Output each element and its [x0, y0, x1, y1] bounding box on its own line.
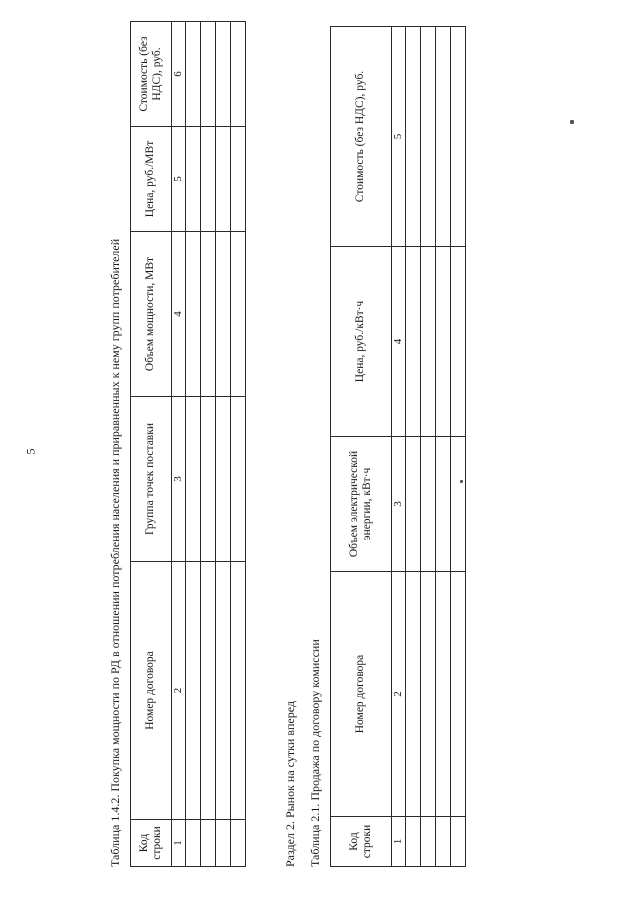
empty-cell [231, 127, 246, 232]
header-delivery-point-group: Группа точек поставки [131, 397, 172, 562]
header-row-code: Код строки [131, 820, 172, 867]
empty-cell [216, 820, 231, 867]
table-1-4-2-caption: Таблица 1.4.2. Покупка мощности по РД в отношении потребления населения и приравненных к нему групп потребителей [108, 238, 122, 867]
table-row [421, 27, 436, 867]
column-index: 4 [172, 232, 186, 397]
scan-mark [570, 120, 574, 124]
empty-cell [186, 820, 201, 867]
column-index-row [172, 22, 186, 867]
empty-cell [451, 437, 466, 572]
empty-cell [201, 232, 216, 397]
empty-cell [186, 232, 201, 397]
empty-cell [406, 27, 421, 247]
header-row-code: Код строки [331, 817, 392, 867]
empty-cell [421, 247, 436, 437]
section-2-title: Раздел 2. Рынок на сутки вперед [283, 700, 297, 867]
table-row [231, 22, 246, 867]
column-index: 3 [392, 437, 406, 572]
empty-cell [436, 247, 451, 437]
empty-cell [436, 572, 451, 817]
empty-cell [421, 572, 436, 817]
header-contract-number: Номер договора [131, 562, 172, 820]
empty-cell [216, 397, 231, 562]
table-row [216, 22, 231, 867]
empty-cell [201, 127, 216, 232]
table-row [186, 22, 201, 867]
empty-cell [216, 22, 231, 127]
page-number: 5 [23, 448, 38, 455]
empty-cell [186, 562, 201, 820]
column-index: 2 [392, 572, 406, 817]
empty-cell [231, 820, 246, 867]
empty-cell [186, 127, 201, 232]
empty-cell [201, 397, 216, 562]
empty-cell [421, 817, 436, 867]
header-energy-volume: Объем электрической энергии, кВт·ч [331, 437, 392, 572]
empty-cell [451, 572, 466, 817]
table-row [201, 22, 216, 867]
empty-cell [406, 817, 421, 867]
empty-cell [406, 572, 421, 817]
scan-mark [460, 480, 463, 483]
column-index: 6 [172, 22, 186, 127]
column-index: 3 [172, 397, 186, 562]
table-1-4-2 [130, 21, 246, 867]
column-index: 4 [392, 247, 406, 437]
empty-cell [231, 22, 246, 127]
header-cost: Стоимость (без НДС), руб. [131, 22, 172, 127]
empty-cell [201, 820, 216, 867]
empty-cell [231, 397, 246, 562]
empty-cell [231, 232, 246, 397]
empty-cell [436, 437, 451, 572]
table-row [406, 27, 421, 867]
empty-cell [201, 562, 216, 820]
empty-cell [436, 27, 451, 247]
empty-cell [406, 247, 421, 437]
table-header-row [131, 22, 172, 867]
table-2-1 [330, 26, 466, 867]
header-price: Цена, руб./МВт [131, 127, 172, 232]
header-price: Цена, руб./кВт·ч [331, 247, 392, 437]
header-cost: Стоимость (без НДС), руб. [331, 27, 392, 247]
empty-cell [201, 22, 216, 127]
table-2-1-caption: Таблица 2.1. Продажа по договору комиссии [308, 639, 322, 867]
table-row [451, 27, 466, 867]
empty-cell [451, 817, 466, 867]
empty-cell [186, 22, 201, 127]
empty-cell [421, 437, 436, 572]
column-index: 1 [172, 820, 186, 867]
empty-cell [216, 232, 231, 397]
empty-cell [186, 397, 201, 562]
column-index-row [392, 27, 406, 867]
column-index: 5 [392, 27, 406, 247]
empty-cell [231, 562, 246, 820]
empty-cell [421, 27, 436, 247]
empty-cell [406, 437, 421, 572]
column-index: 5 [172, 127, 186, 232]
table-header-row [331, 27, 392, 867]
table-row [436, 27, 451, 867]
column-index: 2 [172, 562, 186, 820]
empty-cell [216, 127, 231, 232]
empty-cell [451, 247, 466, 437]
empty-cell [436, 817, 451, 867]
header-contract-number: Номер договора [331, 572, 392, 817]
column-index: 1 [392, 817, 406, 867]
header-capacity-volume: Объем мощности, МВт [131, 232, 172, 397]
empty-cell [216, 562, 231, 820]
empty-cell [451, 27, 466, 247]
